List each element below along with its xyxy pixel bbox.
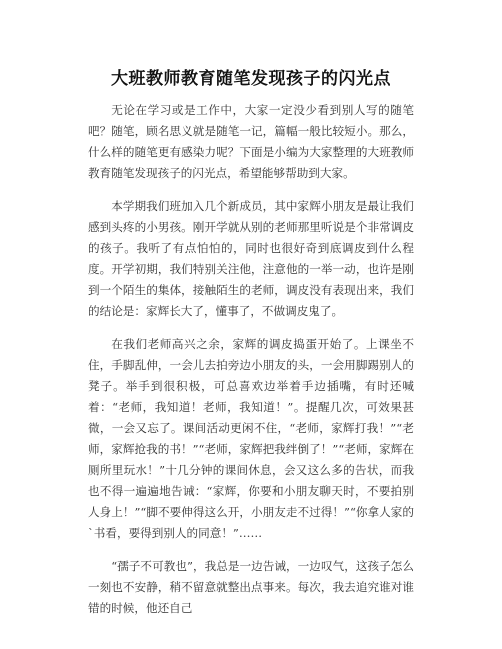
paragraph: “孺子不可教也”，我总是一边告诫，一边叹气，这孩子怎么一刻也不安静，稍不留意就整出点事来。每次，我去追究谁对谁错的时候，他还自己 [88, 559, 414, 615]
paragraph: 本学期我们班加入几个新成员，其中家辉小朋友是最让我们感到头疼的小男孩。刚开学就从别的老师那里听说是个非常调皮的孩子。我听了有点怕怕的，同时也很好奇到底调皮到什么程度。开学初期，我们特别关注他，注意他的一举一动，也许是刚到一个陌生的集体，接触陌生的老师，调皮没有表现出来，我们的结论是：家辉长大了，懂事了，不做调皮鬼了。 [88, 199, 414, 318]
paragraph: 在我们老师高兴之余，家辉的调皮捣蛋开始了。上课坐不住，手脚乱伸，一会儿去拍旁边小朋友的头，一会用脚踢别人的凳子。举手到很积极，可总喜欢边举着手边插嘴，有时还喊着：“老师，我知道！老师，我知道！”。提醒几次，可效果甚微，一会又忘了。课间活动更闲不住，“老师，家辉打我！”“老师，家辉抢我的书！”“老师，家辉把我绊倒了！”“老师，家辉在厕所里玩水！”十几分钟的课间休息，会又这么多的告状，而我也不得一遍遍地告诫：“家辉，你要和小朋友聊天时，不要拍别人身上！”“脚不要伸得这么开，小朋友走不过得！”“你拿人家的`书看，要得到别人的同意！”…… [88, 337, 414, 540]
paragraph: 无论在学习或是工作中，大家一定没少看到别人写的随笔吧？随笔，顾名思义就是随笔一记，篇幅一般比较短小。那么，什么样的随笔更有感染力呢？下面是小编为大家整理的大班教师教育随笔发现孩子的闪光点，希望能够帮助到大家。 [88, 103, 414, 180]
document-body [88, 100, 414, 631]
document-title: 大班教师教育随笔发现孩子的闪光点 [111, 69, 391, 89]
